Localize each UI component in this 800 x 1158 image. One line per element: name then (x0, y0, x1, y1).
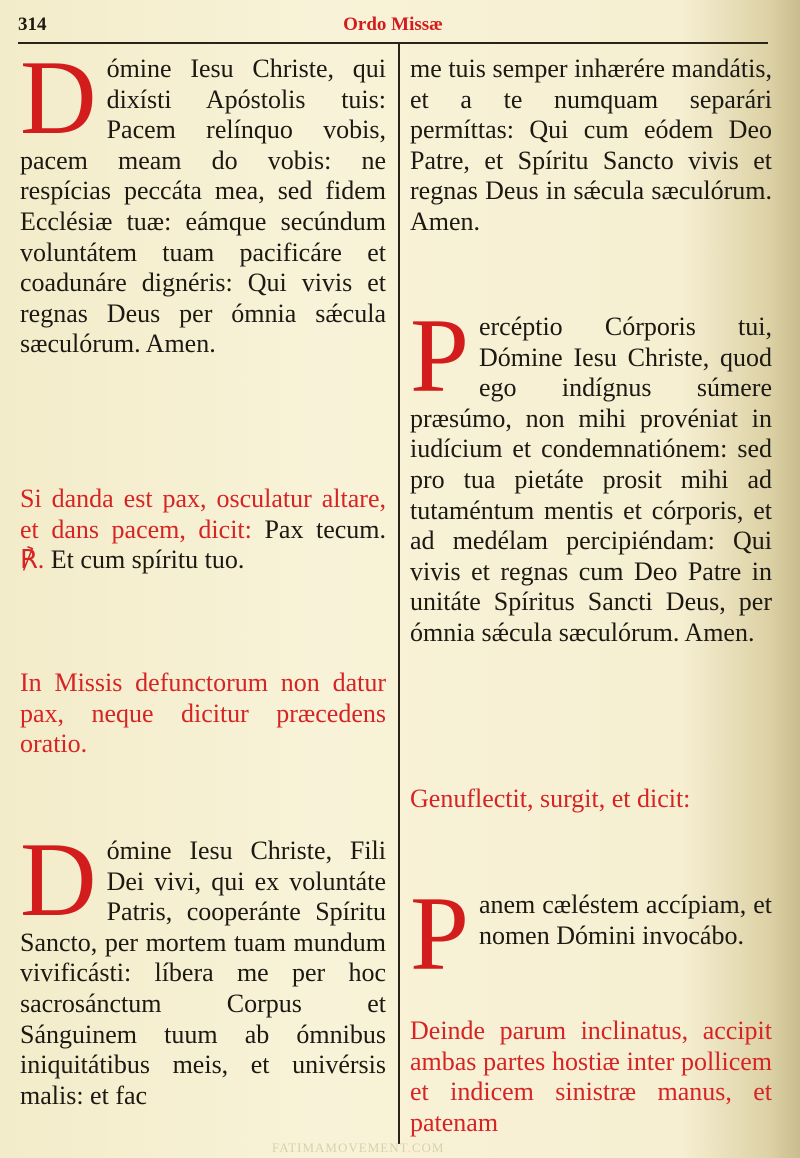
drop-cap-initial: D (20, 821, 97, 938)
prayer-text: ercéptio Córporis tui, Dómine Iesu Christe, quod ego indígnus súmere præsúmo, non mihi provéniat in iudícium et condemnatiónem: sed pro tua pietáte prosit mihi ad tutaméntum mentis et córporis, et ad medélam percipiéndam: Qui vivis et regnas cum Deo Patre in unitáte Spíritus Sancti Deus, per ómnia sǽcula sæculórum. Amen. (410, 312, 772, 647)
prayer-text: ómine Iesu Christe, qui dixísti Apóstolis tuis: Pacem relínquo vobis, pacem meam do vobis: ne respícias peccáta mea, sed fidem Ecclésiæ tuæ: eámque secúndum voluntátem tuam pacificáre et coadunáre dignéris: Qui vivis et regnas Deus per ómnia sǽcula sæculórum. Amen. (20, 54, 386, 359)
response-text: Et cum spíritu tuo. (50, 545, 245, 575)
prayer-text: anem cæléstem accípiam, et nomen Dómini invocábo. (478, 890, 772, 950)
prayer-panem (410, 875, 772, 992)
rubric-genuflectit: Genuflectit, surgit, et dicit: (410, 784, 691, 813)
page-header (18, 10, 768, 44)
rubric-defunctorum: In Missis defunctorum non datur pax, neque dicitur præcedens oratio. (20, 668, 386, 759)
spoken-text: Pax tecum. (264, 514, 387, 544)
response-symbol: ℟. (20, 545, 45, 575)
drop-cap-initial: D (20, 39, 97, 156)
prayer-perceptio (410, 297, 772, 649)
rubric-text: Si danda est pax, osculatur altare, et dans pacem, dicit: (20, 484, 386, 544)
rubric-deinde: Deinde parum inclinatus, accipit ambas partes hostiæ inter pollicem et indicem sinistræ manus, et patenam (410, 1016, 772, 1137)
prayer-fili (20, 821, 386, 1111)
page-number: 314 (18, 14, 47, 35)
column-divider (398, 44, 400, 1144)
prayer-text: ómine Iesu Christe, Fili Dei vivi, qui ex voluntáte Patris, cooperánte Spíritu Sancto, per mortem tuam mundum vivificásti: líbera me per hoc sacrosánctum Corpus et Sánguinem tuum ab ómnibus iniquitátibus meis, et univérsis malis: et fac (20, 836, 386, 1110)
drop-cap-initial: P (410, 297, 469, 414)
running-head: Ordo Missæ (343, 14, 443, 35)
watermark: FATIMAMOVEMENT.COM (272, 1140, 445, 1155)
drop-cap-initial: P (410, 875, 469, 992)
rubric-pax (20, 484, 386, 576)
prayer-continuation: me tuis semper inhærére mandátis, et a te numquam separári permíttas: Qui cum eódem Deo Patre, et Spíritu Sancto vivis et regnas Deus in sǽcula sæculórum. Amen. (410, 54, 772, 236)
prayer-pax (20, 39, 386, 360)
